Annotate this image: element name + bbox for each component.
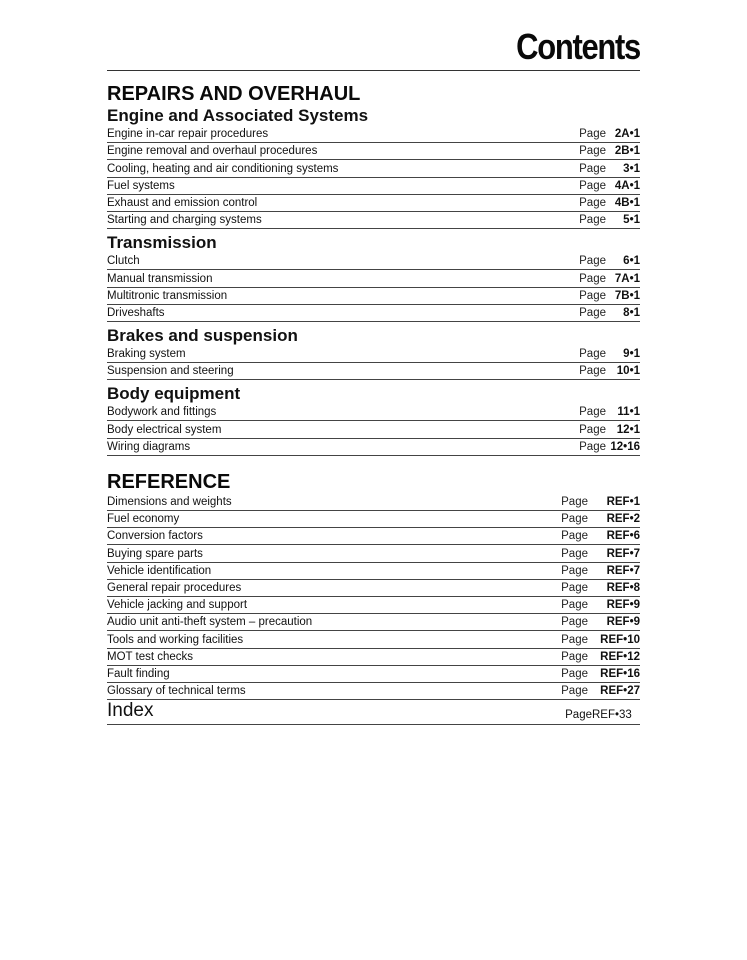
section-reference	[107, 470, 640, 700]
page-ref	[561, 684, 640, 698]
page-ref	[561, 564, 640, 578]
page-ref	[579, 289, 640, 303]
page-word: Page	[579, 440, 606, 453]
page-ref	[579, 179, 640, 193]
index-label: Index	[107, 700, 154, 722]
page-number: REF•27	[600, 685, 640, 698]
page-title: Contents	[516, 26, 640, 67]
entry-label: Driveshafts	[107, 306, 165, 319]
page-number: REF•1	[606, 496, 640, 508]
page-word: Page	[579, 196, 606, 209]
section-heading: Body equipment	[107, 384, 241, 404]
entry-label: Tools and working facilities	[107, 633, 244, 646]
page-number: 6•1	[623, 255, 640, 268]
entry-label: Vehicle identification	[107, 564, 212, 577]
page-word: Page	[561, 564, 588, 577]
page-ref	[561, 512, 640, 526]
part-heading-reference: REFERENCE	[107, 470, 231, 493]
page-number: 8•1	[623, 306, 640, 319]
page-word: Page	[561, 496, 588, 508]
page-word: Page	[579, 423, 606, 436]
entry-label: Exhaust and emission control	[107, 196, 258, 209]
page-number: 12•1	[616, 423, 640, 436]
page-word: Page	[579, 162, 606, 175]
page-number: 10•1	[616, 365, 640, 378]
page-ref	[561, 615, 640, 629]
toc-entry[interactable]	[107, 305, 640, 322]
page-ref	[579, 144, 640, 158]
entry-label: Dimensions and weights	[107, 496, 232, 508]
toc-entry[interactable]	[107, 614, 640, 631]
page-ref	[561, 598, 640, 612]
page-ref	[579, 440, 640, 454]
page-number: REF•16	[600, 667, 640, 680]
page-ref	[579, 254, 640, 268]
page-word: Page	[579, 214, 606, 227]
toc-entry[interactable]	[107, 439, 640, 456]
page-number: 5•1	[623, 214, 640, 227]
page-word: Page	[579, 272, 606, 285]
entry-label: Fault finding	[107, 667, 170, 680]
toc-entry[interactable]	[107, 649, 640, 666]
page-number: REF•10	[600, 633, 640, 646]
entry-label: Starting and charging systems	[107, 214, 262, 227]
section-heading: Brakes and suspension	[107, 325, 298, 345]
entry-label: Conversion factors	[107, 530, 203, 543]
page-number: 12•16	[610, 440, 640, 453]
toc-entry[interactable]	[107, 160, 640, 177]
page-number: 11•1	[617, 406, 640, 419]
toc-entry[interactable]	[107, 683, 640, 700]
toc-entry[interactable]	[107, 580, 640, 597]
page-ref	[579, 306, 640, 320]
toc-entry[interactable]	[107, 346, 640, 363]
page-number: 3•1	[623, 162, 640, 175]
toc-entry[interactable]	[107, 511, 640, 528]
part-heading-repairs: REPAIRS AND OVERHAUL	[107, 83, 361, 105]
page-number: REF•9	[606, 616, 640, 629]
toc-entry[interactable]	[107, 212, 640, 229]
toc-entry[interactable]	[107, 143, 640, 160]
entry-label: Fuel economy	[107, 513, 180, 526]
page-number: REF•6	[606, 530, 640, 543]
page-ref	[565, 709, 640, 721]
title-divider	[107, 70, 640, 71]
page-word: Page	[579, 306, 606, 319]
page-ref	[579, 272, 640, 286]
page-ref	[561, 547, 640, 561]
entry-label: Multitronic transmission	[107, 289, 228, 302]
entry-label: Engine in-car repair procedures	[107, 128, 269, 141]
page-number: 4A•1	[614, 179, 640, 192]
entry-label: Fuel systems	[107, 179, 175, 192]
section-heading: Engine and Associated Systems	[107, 106, 369, 125]
page-word: Page	[579, 145, 606, 158]
toc-entry[interactable]	[107, 631, 640, 648]
page-ref	[561, 633, 640, 647]
section-brakes	[107, 326, 640, 380]
entry-label: Bodywork and fittings	[107, 406, 217, 419]
toc-entry[interactable]	[107, 288, 640, 305]
page-word: Page	[561, 616, 588, 629]
page-word: Page	[579, 255, 606, 268]
entry-label: Suspension and steering	[107, 365, 234, 378]
toc-entry[interactable]	[107, 195, 640, 212]
page-word: Page	[561, 547, 588, 560]
section-heading: Transmission	[107, 233, 217, 253]
page-number: 7A•1	[614, 272, 640, 285]
toc-entry[interactable]	[107, 404, 640, 421]
entry-label: MOT test checks	[107, 650, 194, 663]
entry-label: Body electrical system	[107, 423, 222, 436]
toc-entry[interactable]	[107, 494, 640, 511]
page-word: Page	[579, 365, 606, 378]
entry-label: Cooling, heating and air conditioning systems	[107, 162, 339, 175]
page-ref	[579, 364, 640, 378]
entry-label: Braking system	[107, 348, 186, 361]
page-number: 2A•1	[614, 128, 640, 141]
entry-label: Vehicle jacking and support	[107, 599, 248, 612]
page-ref	[579, 423, 640, 437]
page-word: Page	[561, 599, 588, 612]
page-ref	[561, 495, 640, 509]
page-number: REF•7	[606, 547, 640, 560]
toc-entry[interactable]	[107, 421, 640, 438]
toc-entry[interactable]	[107, 528, 640, 545]
entry-label: General repair procedures	[107, 581, 242, 594]
toc-entry[interactable]	[107, 126, 640, 143]
page-ref	[561, 581, 640, 595]
page-word: Page	[579, 348, 606, 361]
page-number: 9•1	[623, 348, 640, 361]
page-word: Page	[579, 128, 606, 141]
page-ref	[579, 127, 640, 141]
page-ref	[579, 347, 640, 361]
toc-entry[interactable]	[107, 178, 640, 195]
page-ref	[561, 667, 640, 681]
page-number: REF•7	[606, 564, 640, 577]
toc-entry[interactable]	[107, 545, 640, 562]
toc-entry[interactable]	[107, 666, 640, 683]
entry-label: Glossary of technical terms	[107, 685, 246, 698]
page-ref	[579, 196, 640, 210]
toc-entry[interactable]	[107, 363, 640, 380]
section-body-equipment	[107, 384, 640, 456]
page-number: REF•8	[606, 581, 640, 594]
section-engine	[107, 106, 640, 229]
section-transmission	[107, 233, 640, 322]
page-number: REF•33	[592, 709, 632, 722]
page-word: Page	[561, 530, 588, 543]
page-word: Page	[561, 667, 588, 680]
page-word: Page	[579, 406, 606, 419]
page-word: Page	[579, 179, 606, 192]
toc-entry[interactable]	[107, 597, 640, 614]
page-number: 7B•1	[614, 289, 640, 302]
page-ref	[561, 650, 640, 664]
page-number: REF•9	[606, 599, 640, 612]
toc-entry[interactable]	[107, 270, 640, 287]
page-word: Page	[565, 709, 592, 722]
page-word: Page	[561, 513, 588, 526]
toc-entry[interactable]	[107, 563, 640, 580]
entry-label: Audio unit anti-theft system – precaution	[107, 616, 313, 629]
page-word: Page	[579, 289, 606, 302]
page-number: 2B•1	[614, 145, 640, 158]
page-ref	[561, 529, 640, 543]
page-ref	[579, 213, 640, 227]
toc-entry-index[interactable]	[107, 700, 640, 725]
page-number: REF•12	[600, 650, 640, 663]
entry-label: Manual transmission	[107, 272, 213, 285]
page-number: REF•2	[606, 513, 640, 526]
page-word: Page	[561, 581, 588, 594]
page-number: 4B•1	[614, 196, 640, 209]
page-word: Page	[561, 685, 588, 698]
page-ref	[579, 162, 640, 176]
page-word: Page	[561, 633, 588, 646]
entry-label: Engine removal and overhaul procedures	[107, 145, 318, 158]
entry-label: Clutch	[107, 255, 140, 268]
page-word: Page	[561, 650, 588, 663]
entry-label: Wiring diagrams	[107, 440, 191, 453]
entry-label: Buying spare parts	[107, 547, 203, 560]
toc-entry[interactable]	[107, 253, 640, 270]
page-ref	[579, 405, 640, 419]
contents-body	[107, 82, 640, 725]
